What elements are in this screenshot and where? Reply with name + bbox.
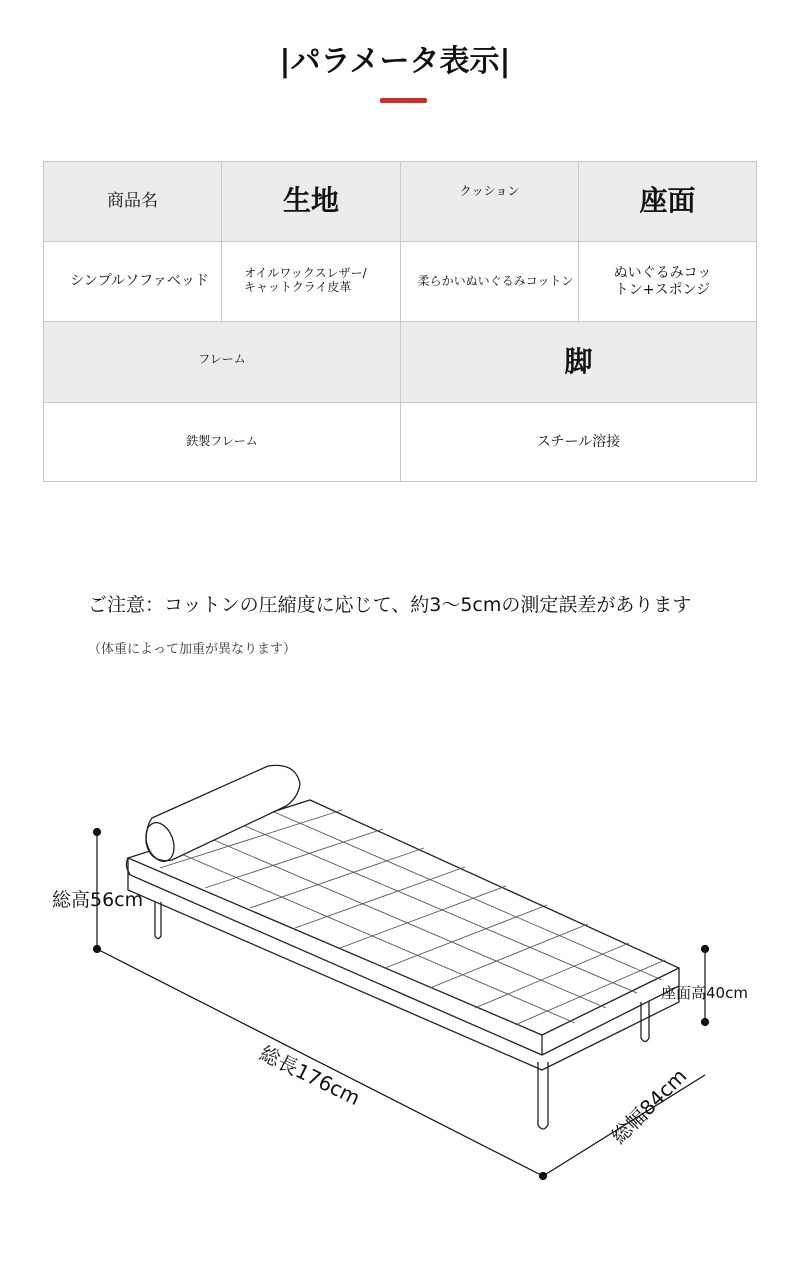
cell-seat-value: ぬいぐるみコッ トン+スポンジ xyxy=(579,242,756,322)
note-sub: （体重によって加重が異なります） xyxy=(88,642,297,657)
cell-product-name-label: 商品名 xyxy=(44,162,222,242)
cell-frame-label: フレーム xyxy=(44,322,401,403)
daybed-illustration xyxy=(126,765,679,1129)
title-underline xyxy=(380,98,427,103)
daybed-dimension-diagram xyxy=(0,740,790,1268)
cell-legs-value: スチール溶接 xyxy=(401,403,756,481)
cell-fabric-label: 生地 xyxy=(222,162,401,242)
tufting-pattern xyxy=(160,810,665,1025)
bolster-pillow xyxy=(141,765,300,865)
parameter-table xyxy=(43,161,757,482)
total-length-label: 総長176cm xyxy=(255,1040,364,1111)
cell-seat-label: 座面 xyxy=(579,162,756,242)
cell-cushion-label: クッション xyxy=(401,162,579,242)
cell-product-name-value: シンプルソファベッド xyxy=(44,242,222,322)
page-title: |パラメータ表示| xyxy=(279,44,511,79)
cell-frame-value: 鉄製フレーム xyxy=(44,403,401,481)
note-main: ご注意：コットンの圧縮度に応じて、約3〜5cmの測定誤差があります xyxy=(88,594,692,616)
total-width-label: 総幅84cm xyxy=(606,1063,692,1149)
cell-cushion-value: 柔らかいぬいぐるみコットン xyxy=(401,242,579,322)
total-height-label: 総高56cm xyxy=(52,889,144,911)
cell-legs-label: 脚 xyxy=(401,322,756,403)
seat-height-label: 座面高40cm xyxy=(661,984,748,1002)
leg-icon xyxy=(155,902,649,1129)
cell-fabric-value: オイルワックスレザー/ キャットクライ皮革 xyxy=(222,242,401,322)
